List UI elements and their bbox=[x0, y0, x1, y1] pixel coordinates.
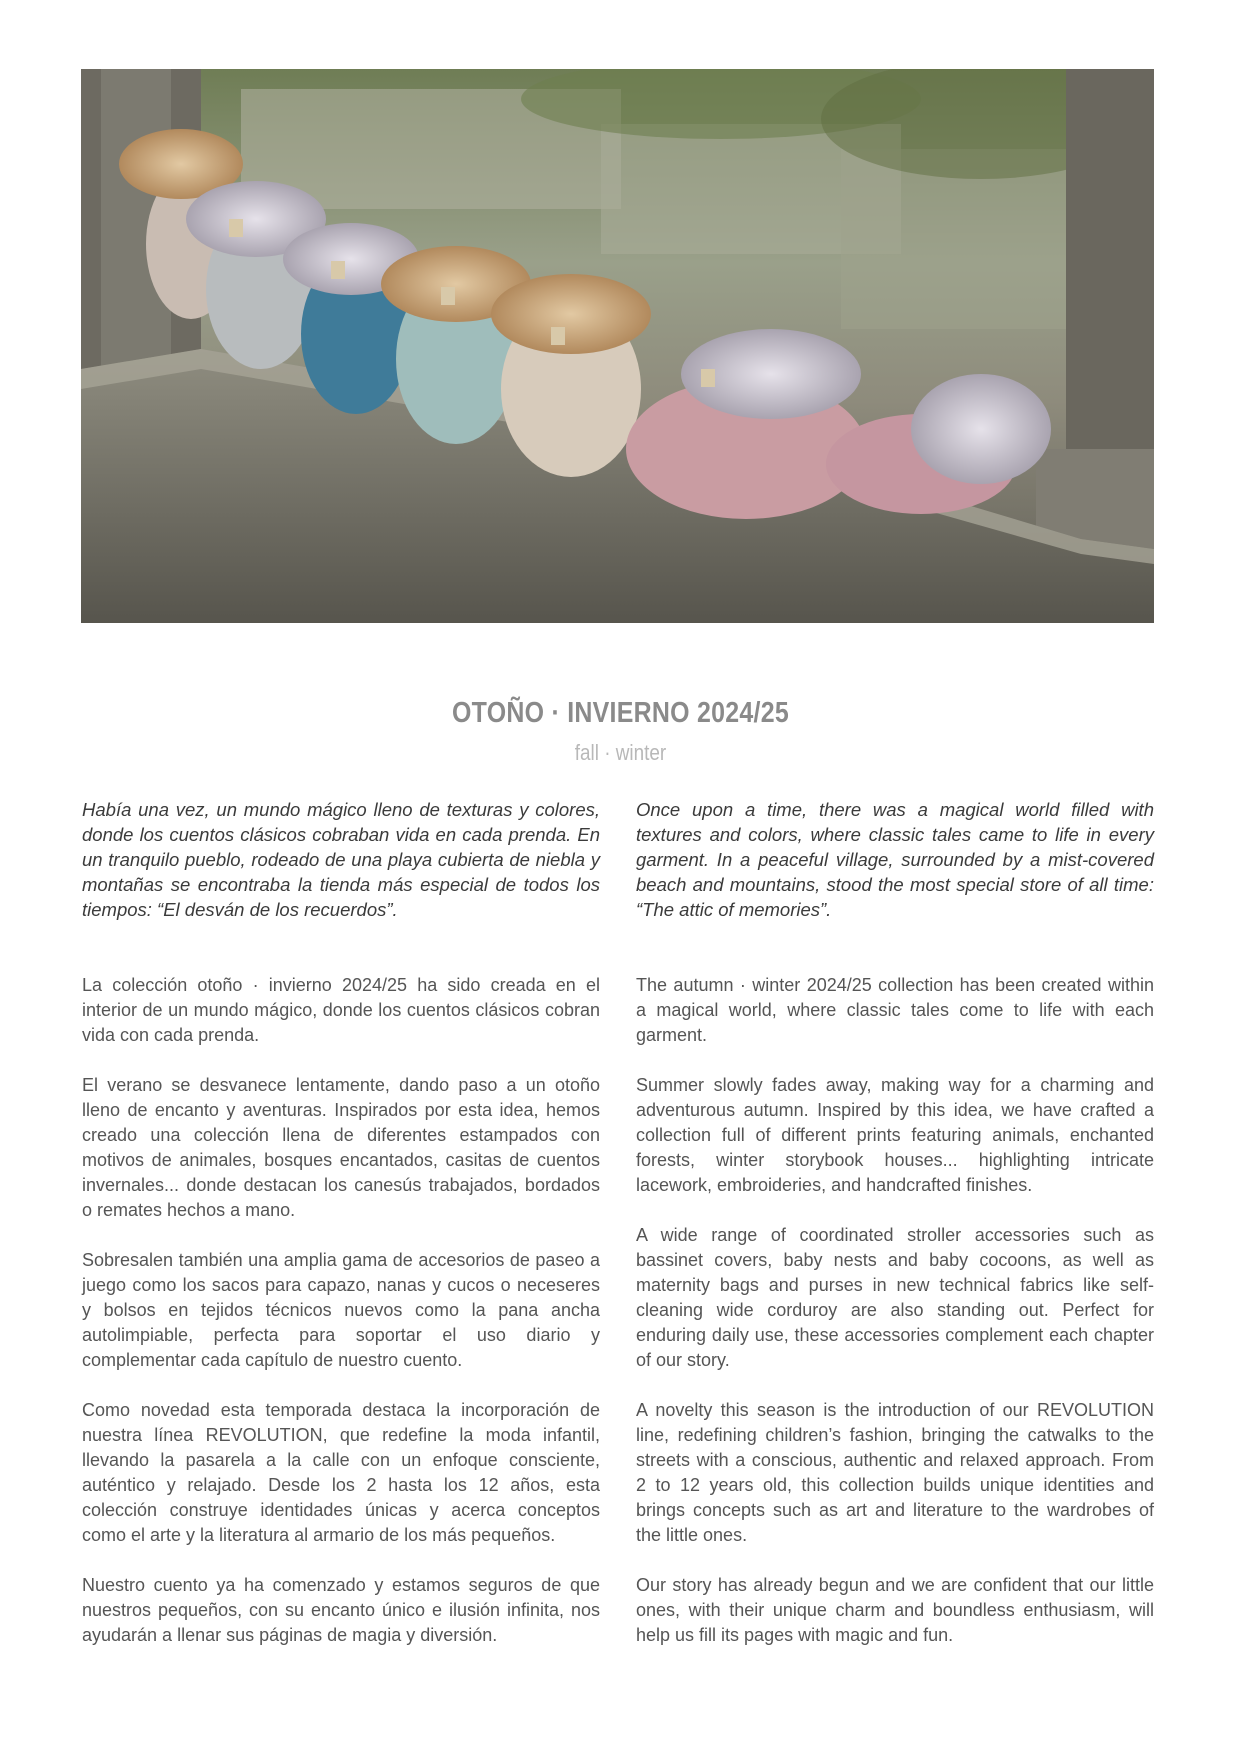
page-title: OTOÑO · INVIERNO 2024/25 bbox=[451, 697, 789, 729]
paragraph-english-1: The autumn · winter 2024/25 collection has been created within a magical world, where classic tales come to life with each garment. bbox=[636, 975, 1154, 1045]
body-english bbox=[636, 973, 1154, 1673]
paragraph-english-4: A novelty this season is the introduction of our REVOLUTION line, redefining children’s fashion, bringing the catwalks to the streets with a conscious, authentic and relaxed approach. From 2 to 12 years old, this collection builds unique identities and brings concepts such as art and literature to the wardrobes of the little ones. bbox=[636, 1400, 1154, 1545]
paragraph-english-5: Our story has already begun and we are confident that our little ones, with their unique charm and boundless enthusiasm, will help us fill its pages with magic and fun. bbox=[636, 1575, 1154, 1645]
body-spanish bbox=[82, 973, 600, 1673]
paragraph-english-3: A wide range of coordinated stroller accessories such as bassinet covers, baby nests and baby cocoons, as well as maternity bags and purses in new technical fabrics like self-cleaning wide corduroy are also standing out. Perfect for enduring daily use, these accessories complement each chapter of our story. bbox=[636, 1225, 1154, 1370]
paragraph-spanish-3: Sobresalen también una amplia gama de accesorios de paseo a juego como los sacos para capazo, nanas y cucos o neceseres y bolsos en tejidos técnicos nuevos como la pana ancha autolimpiable, perfecta para soportar el uso diario y complementar cada capítulo de nuestro cuento. bbox=[82, 1250, 600, 1370]
paragraph-spanish-5: Nuestro cuento ya ha comenzado y estamos seguros de que nuestros pequeños, con su encanto único e ilusión infinita, nos ayudarán a llenar sus páginas de magia y diversión. bbox=[82, 1575, 600, 1645]
paragraph-spanish-1: La colección otoño · invierno 2024/25 ha sido creada en el interior de un mundo mágico, donde los cuentos clásicos cobran vida con cada prenda. bbox=[82, 975, 600, 1045]
paragraph-spanish-4: Como novedad esta temporada destaca la incorporación de nuestra línea REVOLUTION, que redefine la moda infantil, llevando la pasarela a la calle con un enfoque consciente, auténtico y relajado. Desde los 2 hasta los 12 años, esta colección construye identidades únicas y acerca conceptos como el arte y la literatura al armario de los más pequeños. bbox=[82, 1400, 600, 1545]
paragraph-spanish-2: El verano se desvanece lentamente, dando paso a un otoño lleno de encanto y aventuras. Inspirados por esta idea, hemos creado una colección llena de diferentes estampados con motivos de animales, bosques encantados, casitas de cuentos invernales... donde destacan los canesús trabajados, bordados o remates hechos a mano. bbox=[82, 1075, 600, 1220]
intro-spanish: Había una vez, un mundo mágico lleno de texturas y colores, donde los cuentos clásicos cobraban vida en cada prenda. En un tranquilo pueblo, rodeado de una playa cubierta de niebla y montañas se encontraba la tienda más especial de todos los tiempos: “El desván de los recuerdos”. bbox=[82, 799, 600, 920]
hero-photo-illustration bbox=[81, 69, 1154, 623]
paragraph-english-2: Summer slowly fades away, making way for a charming and adventurous autumn. Inspired by this idea, we have crafted a collection full of different prints featuring animals, enchanted forests, winter storybook houses... highlighting intricate lacework, embroideries, and handcrafted finishes. bbox=[636, 1075, 1154, 1195]
intro-english: Once upon a time, there was a magical world filled with textures and colors, where classic tales came to life in every garment. In a peaceful village, surrounded by a mist-covered beach and mountains, stood the most special store of all time: “The attic of memories”. bbox=[636, 799, 1154, 920]
page-subtitle: fall · winter bbox=[574, 740, 667, 765]
hero-photo bbox=[81, 69, 1154, 623]
